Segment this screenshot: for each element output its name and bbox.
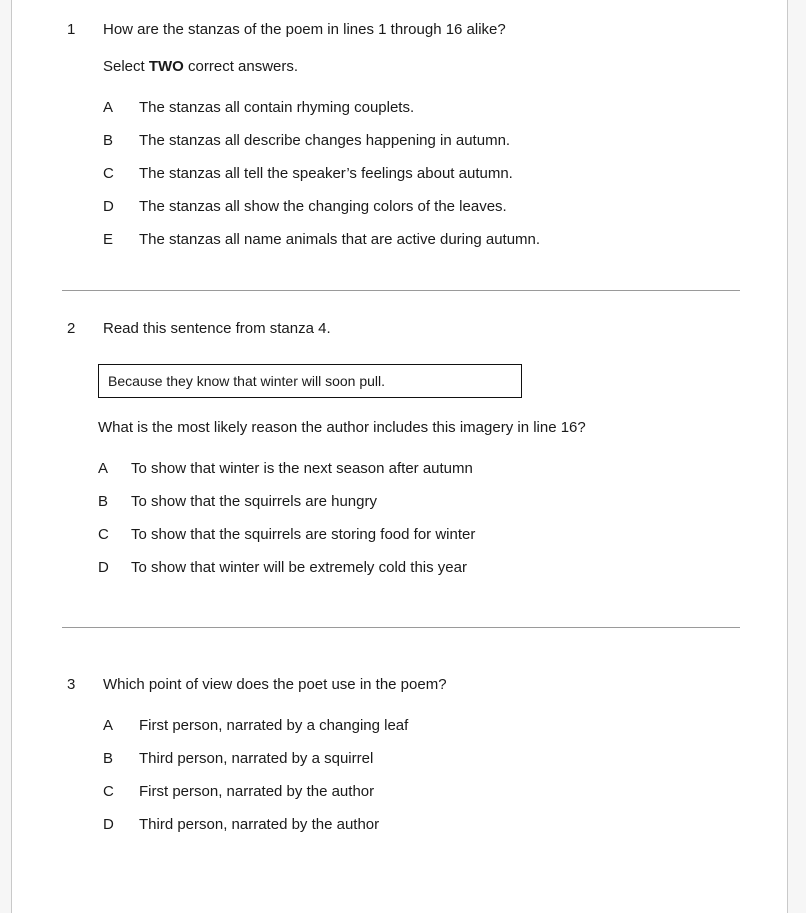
- question-1-instruction-prefix: Select: [103, 58, 149, 75]
- question-2-header: [67, 318, 767, 339]
- option-text: The stanzas all describe changes happening in autumn.: [139, 132, 511, 149]
- option-row[interactable]: [103, 229, 767, 250]
- sheet-content: [13, 0, 787, 913]
- option-row[interactable]: [103, 814, 767, 835]
- option-text: To show that the squirrels are storing food for winter: [131, 526, 476, 543]
- option-text: Third person, narrated by a squirrel: [139, 750, 374, 767]
- option-row[interactable]: [103, 196, 767, 217]
- question-3: [67, 674, 767, 847]
- option-text: Third person, narrated by the author: [139, 816, 380, 833]
- option-text: First person, narrated by the author: [139, 783, 375, 800]
- option-row[interactable]: [103, 163, 767, 184]
- option-row[interactable]: [103, 781, 767, 802]
- right-gutter: [787, 0, 806, 913]
- option-text: The stanzas all show the changing colors of the leaves.: [139, 198, 507, 215]
- left-gutter: [0, 0, 12, 913]
- question-1: [67, 19, 767, 262]
- question-2-prompt: What is the most likely reason the author includes this imagery in line 16?: [98, 419, 586, 436]
- question-2-quote-wrapper: [98, 364, 767, 398]
- question-1-instruction: [103, 56, 767, 77]
- option-letter: C: [103, 165, 114, 182]
- option-text: To show that winter is the next season after autumn: [131, 460, 473, 477]
- question-1-header: [67, 19, 767, 40]
- option-letter: B: [103, 750, 114, 767]
- option-letter: C: [98, 526, 109, 543]
- quoted-sentence-box: [98, 364, 522, 398]
- question-1-instruction-emphasis: TWO: [148, 58, 184, 75]
- option-text: First person, narrated by a changing leaf: [139, 717, 409, 734]
- question-2: [67, 318, 767, 590]
- option-row[interactable]: [103, 130, 767, 151]
- option-text: To show that the squirrels are hungry: [131, 493, 377, 510]
- option-row[interactable]: [103, 715, 767, 736]
- option-letter: A: [98, 460, 109, 477]
- question-2-options: [98, 458, 767, 578]
- question-1-number: 1: [67, 21, 76, 38]
- question-3-header: [67, 674, 767, 695]
- option-text: The stanzas all tell the speaker’s feelings about autumn.: [139, 165, 513, 182]
- option-letter: A: [103, 717, 114, 734]
- section-divider: [62, 627, 740, 628]
- option-text: To show that winter will be extremely cold this year: [131, 559, 467, 576]
- option-row[interactable]: [98, 524, 767, 545]
- clipped-bottom-text: [99, 902, 719, 913]
- question-3-options: [103, 715, 767, 835]
- option-letter: D: [103, 198, 114, 215]
- option-letter: B: [103, 132, 114, 149]
- option-letter: D: [103, 816, 114, 833]
- question-3-number: 3: [67, 676, 76, 693]
- question-2-number: 2: [67, 320, 76, 337]
- option-letter: A: [103, 99, 114, 116]
- option-letter: E: [103, 231, 114, 248]
- option-row[interactable]: [98, 491, 767, 512]
- option-row[interactable]: [103, 748, 767, 769]
- question-2-stem: Read this sentence from stanza 4.: [103, 320, 331, 337]
- option-row[interactable]: [98, 557, 767, 578]
- section-divider: [62, 290, 740, 291]
- option-letter: B: [98, 493, 109, 510]
- clipped-bottom-text-inner: [99, 902, 719, 913]
- option-letter: C: [103, 783, 114, 800]
- option-row[interactable]: [98, 458, 767, 479]
- option-letter: D: [98, 559, 109, 576]
- question-1-stem: How are the stanzas of the poem in lines 1 through 16 alike?: [103, 21, 506, 38]
- option-text: The stanzas all name animals that are active during autumn.: [139, 231, 541, 248]
- question-3-stem: Which point of view does the poet use in the poem?: [103, 676, 447, 693]
- question-1-instruction-suffix: correct answers.: [183, 58, 299, 75]
- quoted-sentence-text: Because they know that winter will soon pull.: [108, 373, 386, 389]
- question-1-options: [103, 97, 767, 250]
- option-text: The stanzas all contain rhyming couplets.: [139, 99, 415, 116]
- option-row[interactable]: [103, 97, 767, 118]
